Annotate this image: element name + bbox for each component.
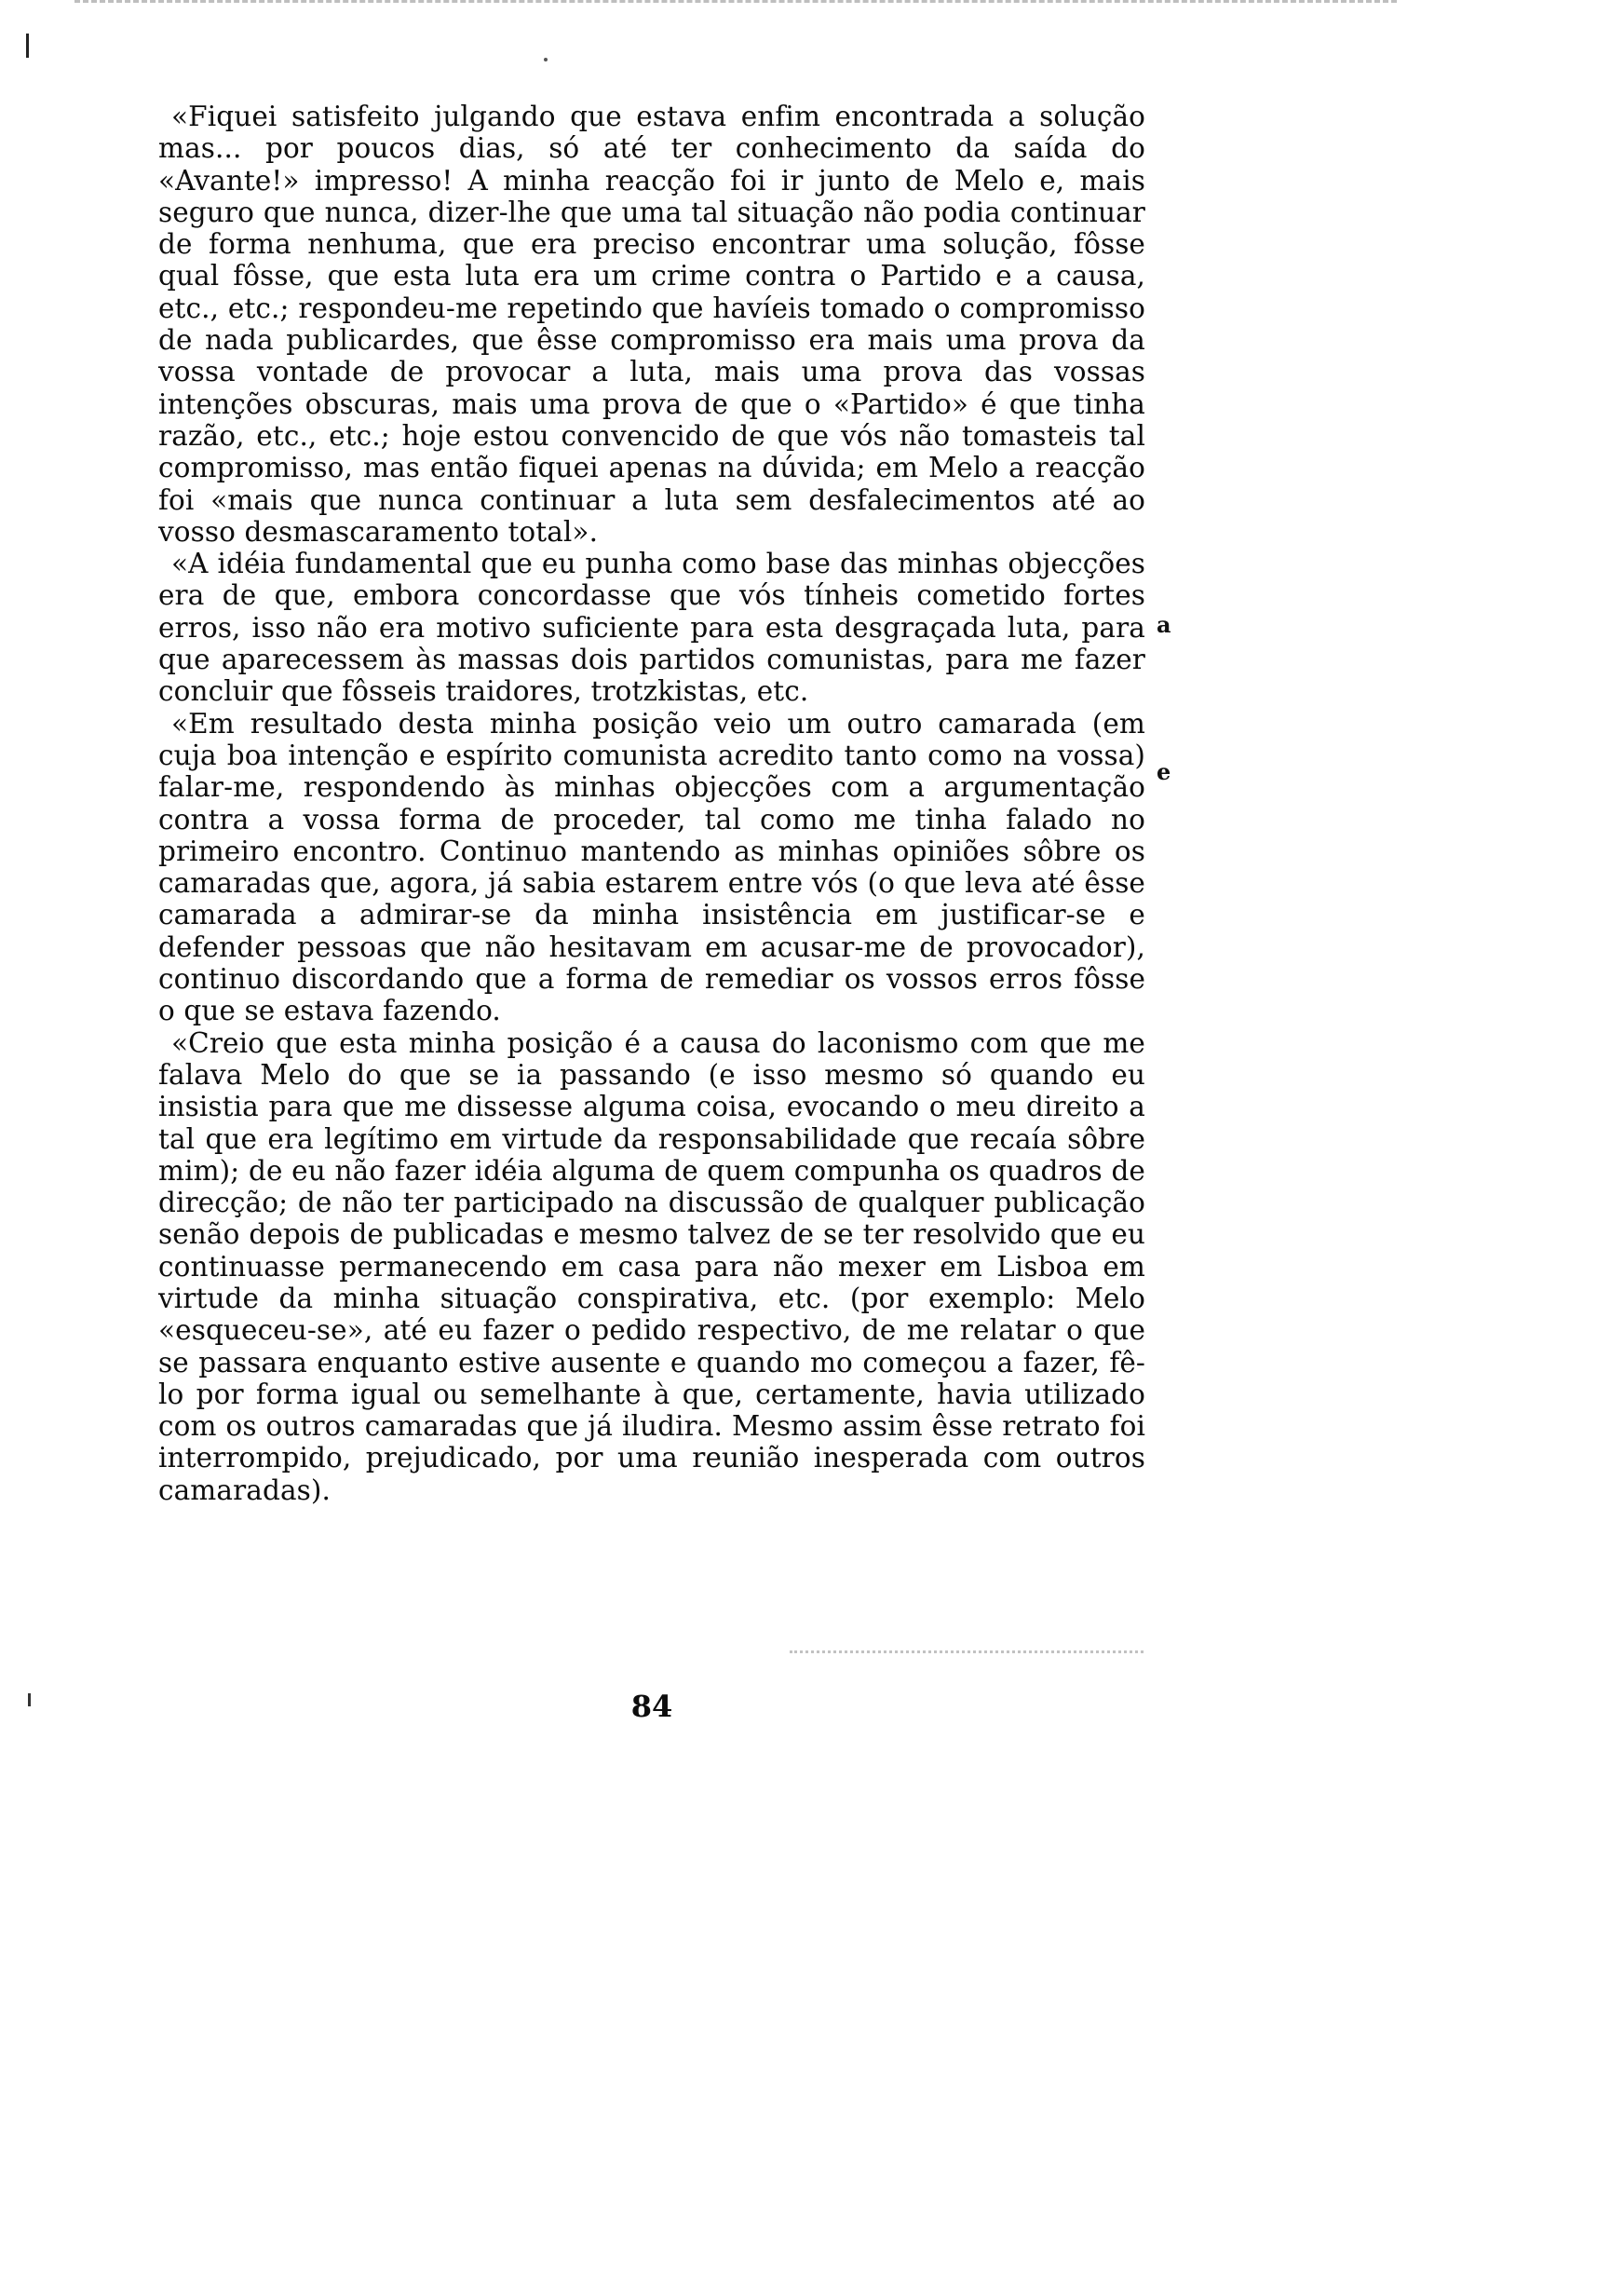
margin-annotation-1: a bbox=[1157, 611, 1171, 638]
paragraph-3: «Em resultado desta minha posição veio um outro camarada (em cuja boa intenção e espírito comunista acredito tanto como na vossa) falar-me, respondendo às minhas objecções com a argumentação contra a vossa forma de proceder, tal como me tinha falado no primeiro encontro. Continuo mantendo as minhas opiniões sôbre os camaradas que, agora, já sabia estarem entre vós (o que leva até êsse camarada a admirar-se da minha insistência em justificar-se e defender pessoas que não hesitavam em acusar-me de provocador), continuo discordando que a forma de remediar os vossos erros fôsse o que se estava fazendo. bbox=[158, 707, 1145, 1027]
ink-speck bbox=[544, 58, 548, 61]
bottom-scan-rule bbox=[790, 1650, 1144, 1653]
paragraph-4: «Creio que esta minha posição é a causa do laconismo com que me falava Melo do que se ia passando (e isso mesmo só quando eu insistia para que me dissesse alguma coisa, evocando o meu direito a tal que era legítimo em virtude da responsabilidade que recaía sôbre mim); de eu não fazer idéia alguma de quem compunha os quadros de direcção; de não ter participado na discussão de qualquer publicação senão depois de publicadas e mesmo talvez de se ter resolvido que eu continuasse permanecendo em casa para não mexer em Lisboa em virtude da minha situação conspirativa, etc. (por exemplo: Melo «esqueceu-se», até eu fazer o pedido respectivo, de me relatar o que se passara enquanto estive ausente e quando mo começou a fazer, fê-lo por forma igual ou semelhante à que, certamente, havia utilizado com os outros camaradas que já iludira. Mesmo assim êsse retrato foi interrompido, prejudicado, por uma reunião inesperada com outros camaradas). bbox=[158, 1026, 1145, 1506]
paragraph-2: «A idéia fundamental que eu punha como base das minhas objecções era de que, embora concordasse que vós tínheis cometido fortes erros, isso não era motivo suficiente para esta desgraçada luta, para que aparecessem às massas dois partidos comunistas, para me fazer concluir que fôsseis traidores, trotzkistas, etc. bbox=[158, 548, 1145, 708]
margin-annotation-2: e bbox=[1157, 758, 1171, 785]
paragraph-1: «Fiquei satisfeito julgando que estava enfim encontrada a solução mas... por poucos dias, só até ter conhecimento da saída do «Avante!» impresso! A minha reacção foi ir junto de Melo e, mais seguro que nunca, dizer-lhe que uma tal situação não podia continuar de forma nenhuma, que era preciso encontrar uma solução, fôsse qual fôsse, que esta luta era um crime contra o Partido e a causa, etc., etc.; respondeu-me repetindo que havíeis tomado o compromisso de nada publicardes, que êsse compromisso era mais uma prova da vossa vontade de provocar a luta, mais uma prova das vossas intenções obscuras, mais uma prova de que o «Partido» é que tinha razão, etc., etc.; hoje estou convencido de que vós não tomasteis tal compromisso, mas então fiquei apenas na dúvida; em Melo a reacção foi «mais que nunca continuar a luta sem desfalecimentos até ao vosso desmascaramento total». bbox=[158, 101, 1145, 548]
top-edge-rule bbox=[74, 0, 1397, 3]
scan-margin-mark bbox=[26, 34, 29, 58]
body-text bbox=[158, 101, 1145, 1506]
page-number: 84 bbox=[630, 1689, 673, 1724]
